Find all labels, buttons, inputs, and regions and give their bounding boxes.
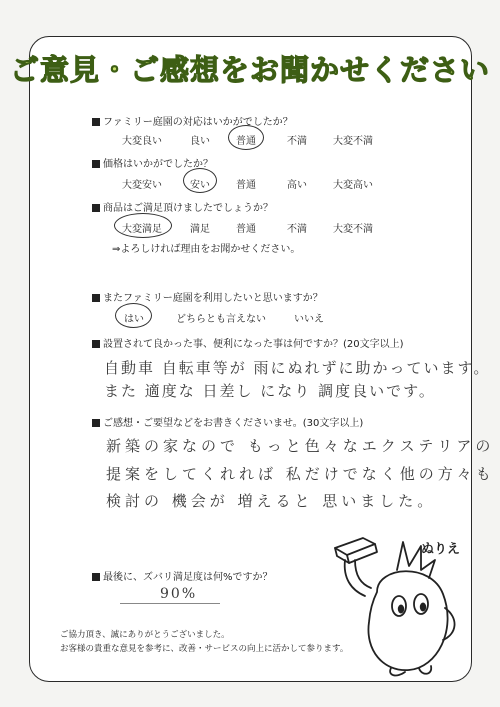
page-title: ご意見・ご感想をお聞かせください bbox=[9, 53, 490, 87]
q6-answer-line-2: 提案をしてくれれば 私だけでなく他の方々も bbox=[106, 465, 495, 483]
question-7: 最後に、ズバリ満足度は何%ですか？ bbox=[92, 568, 273, 583]
question-5: 設置されて良かった事、便利になった事は何ですか？(20文字以上) bbox=[92, 335, 404, 350]
q1-option-2[interactable]: 良い bbox=[190, 136, 210, 147]
mascot-illustration bbox=[325, 530, 465, 680]
q3-option-3[interactable]: 普通 bbox=[236, 224, 256, 235]
q6-answer-line-3: 検討の 機会が 増えると 思いました。 bbox=[106, 492, 437, 510]
q1-option-1[interactable]: 大変良い bbox=[122, 136, 162, 147]
q2-option-3[interactable]: 普通 bbox=[236, 180, 256, 191]
q2-selected-mark bbox=[183, 168, 217, 193]
q5-answer-line-1: 自動車 自転車等が 雨にぬれずに助かっています。 bbox=[104, 359, 491, 377]
q7-answer: 90% bbox=[160, 586, 198, 602]
q4-option-3[interactable]: いいえ bbox=[294, 314, 324, 325]
q1-option-5[interactable]: 大変不満 bbox=[333, 136, 373, 147]
footer-note: お客様の貴重な意見を参考に、改善・サービスの向上に活かして参ります。 bbox=[60, 644, 349, 654]
q6-answer-line-1: 新築の家なので もっと色々なエクステリアの bbox=[106, 437, 495, 455]
q5-answer-line-2: また 適度な 日差し になり 調度良いです。 bbox=[104, 382, 436, 400]
q3-option-2[interactable]: 満足 bbox=[190, 224, 210, 235]
q3-option-5[interactable]: 大変不満 bbox=[333, 224, 373, 235]
q4-option-1[interactable]: はい bbox=[124, 314, 144, 325]
q2-option-5[interactable]: 大変高い bbox=[333, 180, 373, 191]
q7-answer-underline bbox=[120, 603, 220, 604]
q2-option-4[interactable]: 高い bbox=[287, 180, 307, 191]
footer-thanks: ご協力頂き、誠にありがとうございました。 bbox=[60, 630, 230, 640]
q2-option-1[interactable]: 大変安い bbox=[122, 180, 162, 191]
q3-reason-prompt: ⇒よろしければ理由をお聞かせください。 bbox=[112, 244, 301, 255]
q1-option-3[interactable]: 普通 bbox=[236, 136, 256, 147]
q4-selected-mark bbox=[115, 303, 152, 328]
q1-option-4[interactable]: 不満 bbox=[287, 136, 307, 147]
q3-option-4[interactable]: 不満 bbox=[287, 224, 307, 235]
q1-selected-mark bbox=[228, 125, 264, 150]
q4-option-2[interactable]: どちらとも言えない bbox=[176, 314, 266, 325]
question-6: ご感想・ご要望などをお書きくださいませ。(30文字以上) bbox=[92, 414, 363, 429]
mascot-label: ぬりえ bbox=[421, 542, 461, 557]
question-4: またファミリー庭園を利用したいと思いますか？ bbox=[92, 289, 323, 304]
question-2: 価格はいかがでしたか？ bbox=[92, 155, 213, 170]
question-1: ファミリー庭園の対応はいかがでしたか？ bbox=[92, 113, 293, 128]
q3-option-1[interactable]: 大変満足 bbox=[122, 224, 162, 235]
question-3: 商品はご満足頂けましたでしょうか？ bbox=[92, 199, 273, 214]
q3-selected-mark bbox=[114, 213, 172, 238]
q2-option-2[interactable]: 安い bbox=[190, 180, 210, 191]
